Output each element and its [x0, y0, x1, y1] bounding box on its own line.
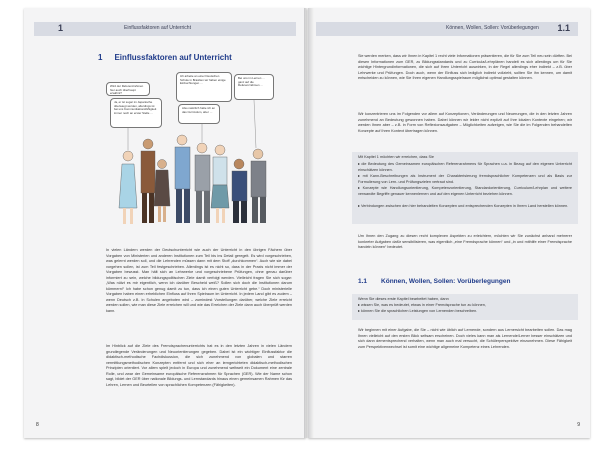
section-goals-box [352, 294, 578, 320]
left-paragraph-2: Im Hinblick auf die Ziele des Fremdsprachenunterrichts hat es in den letzten Jahren in vielen Ländern grundlegende Veränderungen und Neuorientierungen gegeben. Dabei ist ein wichtiger Einflussfaktor die didaktisch-methodische Fachdiskussion, die sich zunehmend von globalen und starren vermittlungsmethodischen Konzepten entfernt und sich eher an lerngerichteten didaktisch-methodischen Prinzipien orientiert. Vor allem spielt jedoch in Europa und zunehmend weltweit ein Dokument eine zentrale Rolle, und zwar der Gemeinsame europäische Referenzrahmen für Sprachen (GER). Wie der Name schon sagt, bildet der GER über nationale Bildungs- und Lernstandards hinaus einen gemeinsamen Rahmen für das Lehren, Lernen und Beurteilen von sprachlichen Kompetenzen (Fähigkeiten). [106, 344, 292, 387]
speech-bubble: Ja, er ist sogar im Japanische überwiegt worden, allerdings ist bei uns Kommunikationsfähigkeit immer noch an erster Stelle … [110, 98, 162, 128]
right-page-number: 9 [577, 422, 580, 428]
box2-intro: Wenn Sie dieses erste Kapitel bearbeitet haben, dann [358, 297, 449, 301]
box1-item: ▸ Verbindungen zwischen den hier behandelten Konzepten und entsprechenden Konzepten in Ihrem Land herstellen können. [358, 204, 569, 208]
left-page-number: 8 [36, 422, 39, 428]
right-running-header [316, 22, 578, 36]
right-gutter-shadow [308, 8, 314, 438]
right-header-title: Können, Wollen, Sollen: Vorüberlegungen [446, 25, 539, 31]
right-page [308, 8, 590, 438]
left-running-header [34, 22, 296, 36]
chapter-heading [98, 53, 232, 62]
chapter-title: Einflussfaktoren auf Unterricht [114, 53, 232, 62]
left-page [24, 8, 306, 438]
box2-item: ▸ können Sie die sprachlichen Leistungen von Lernenden beschreiben. [358, 309, 478, 313]
left-paragraph-1: In vielen Ländern werden der Deutschunterricht wie auch der Unterricht in den übrigen Fächern über Vorgaben von Ministerien und anderen Institutionen zum Teil bis ins Detail geregelt. Es wird vorgeschrieben, was gelernt werden soll, und die Lehrenden müssen dann mit dem Stoff „durchkommen“. Auch wie sie dabei vorgehen sollen, ist zum Teil festgeschrieben. Allerdings ist es nicht so, dass in der Praxis nicht immer der Vorgaben bewusst. Man hält sich an Lehrwerke und vorgeschriebene Prüfungen, ohne genau darüber informiert zu sein, welche bildungspolitischen Ziele damit verfolgt werden. Vielleicht fragen Sie sich sogar: „Was nützt es mir eigentlich, wenn ich darüber Bescheid weiß? Sollen sich doch die Institutionen darum kümmern!“ Ich habe schon genug damit zu tun, dass ich einen guten Unterricht gebe.“ Doch ministerielle Vorgaben haben einen erheblichen Einfluss auf Ihren Spielraum im Unterricht. In jedem Land gibt es zudem – wenn Deutsch z.B. in Schulen angeboten wird – zumindest Vorstellungen darüber, welche Ziele erreicht werden sollen, wie man diese Ziele erreichen will und wie das Erreichen der Ziele dann auch überprüft werden kann. [106, 248, 292, 313]
teachers-group-drawing [106, 68, 276, 240]
box1-intro: Mit Kapitel 1 möchten wir erreichen, dass Sie [358, 155, 434, 159]
speech-bubble: Also natürlich halte ich an das Curriculum, aber … [178, 104, 220, 124]
learning-goals-box [352, 152, 578, 224]
left-header-title: Einflussfaktoren auf Unterricht [124, 25, 191, 31]
box1-item: ▸ mit Kann-Beschreibungen als Instrument der Charakterisierung fremdsprachlicher Kompetenzen und als Basis zur Formulierung von Lern- und Prüfungszielen vertraut sind. [358, 174, 572, 184]
cartoon-illustration [106, 68, 276, 240]
right-header-number: 1.1 [557, 23, 570, 33]
box1-item: ▸ Konzepte wie Handlungsorientierung, Kompetenzorientierung, Standardorientierung, Curriculum/Lehrplan und weitere verwandte Begriffe genauer kennenlernen und auf den eigenen Unterricht beziehen können. [358, 186, 572, 196]
right-paragraph-2: Wir konzentrieren uns im Folgenden vor allem auf Konzeptionen, Veränderungen und Neuerungen, die in den letzten Jahren zunehmend an Bedeutung gewonnen haben. Dabei können wir leider nicht explizit auf Ihre lokalen Kontexte eingehen; wir werden Ihnen aber – z.B. in Form von Reflexionsaufgaben – Möglichkeiten aufzeigen, wie Sie die im Folgenden behandelten Konzepte auf Ihren Kontext übertragen können. [358, 112, 572, 133]
chapter-number: 1 [98, 53, 103, 62]
right-paragraph-3: Um Ihnen den Zugang zu diesen recht komplexen Aspekten zu erleichtern, möchten wir Sie zunächst anhand mehrerer konkreter Aufgaben dafür sensibilisieren, was eigentlich „eine Fremdsprache können“ und „in und mithilfe einer Fremdsprache handeln können“ bedeutet. [358, 234, 572, 249]
right-paragraph-4: Wir beginnen mit einer Aufgabe, die Sie – nicht wie üblich auf Lernende, sondern aus Lernersicht bearbeiten sollen. Das mag Ihnen vielleicht auf den ersten Blick seltsam erscheinen. Doch vieles kann man als Lernende/Lerner besser einschätzen und sich dann dementsprechend verhalten, wenn man auch mal versucht, die Schülerperspektive einzunehmen. Diese Fähigkeit zum Perspektivenwechsel ist somit eine wichtige allgemeine Kompetenz eines Lehrenden. [358, 328, 572, 349]
section-title: Können, Wollen, Sollen: Vorüberlegungen [381, 278, 511, 285]
box2-item: ▸ wissen Sie, was es bedeutet, etwas in einer Fremdsprache tun zu können, [358, 303, 486, 307]
speech-bubble: Bei uns im Lernen … ganz auf die Referenzrahmen … [234, 74, 274, 100]
speech-bubble: Ich arbeite an einer Deutschen Schule in Brasilien wir haben einige Einbuchtungen … [176, 72, 232, 102]
left-header-number: 1 [58, 23, 64, 33]
box1-item: ▸ die Bedeutung des Gemeinsamen europäischen Referenzrahmens für Sprachen u.a. in Bezug auf den eigenen Unterricht einschätzen können. [358, 162, 572, 172]
right-paragraph-1: Sie werden merken, dass wir Ihnen in Kapitel 1 recht viele Informationen präsentieren, die für Sie zum Teil neu sein dürften. Bei diesen Informationen zum GER, zu Bildungsstandards und zu Curricula/Lehrplänen handelt es sich allerdings um für Sie wichtige Hintergrundinformationen, die sich auf Ihren Unterricht auswirken, in der Regel allerdings eher indirekt – z.B. über Lehrwerke und Prüfungen. Doch auch, wenn der Einfluss sich lediglich indirekt vollzieht, sollten Sie ihn kennen, um damit entscheiden zu können, wie Sie Ihren eigenen Handlungsspielraum möglichst optimal gestalten können. [358, 54, 572, 80]
section-number: 1.1 [358, 278, 368, 285]
speech-bubble: Wird der Referenzrahmen hier auch überhaupt erwähnt? [106, 82, 150, 96]
open-book [24, 8, 590, 440]
section-heading [358, 278, 510, 285]
